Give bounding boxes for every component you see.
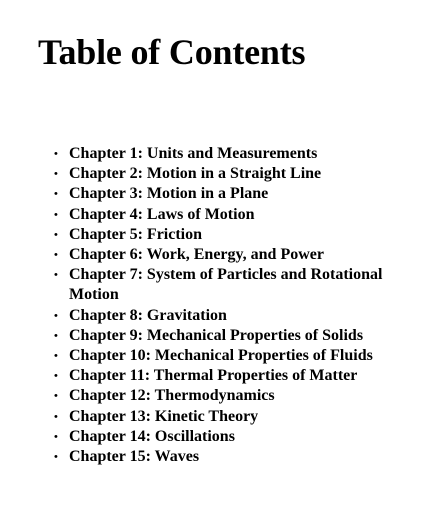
chapter-title: Chapter 2: Motion in a Straight Line bbox=[69, 165, 322, 183]
chapter-title: Chapter 1: Units and Measurements bbox=[69, 145, 318, 162]
bullet-icon: • bbox=[54, 309, 58, 322]
list-item bbox=[50, 407, 425, 427]
list-item bbox=[50, 265, 425, 305]
bullet-icon: • bbox=[54, 430, 58, 443]
list-item bbox=[50, 306, 425, 326]
bullet-icon: • bbox=[54, 410, 58, 423]
page-title: Table of Contents bbox=[38, 32, 306, 72]
bullet-icon: • bbox=[54, 249, 58, 262]
list-item bbox=[50, 346, 425, 366]
chapter-title: Chapter 5: Friction bbox=[69, 225, 203, 243]
bullet-icon: • bbox=[54, 269, 58, 282]
table-of-contents-list bbox=[50, 144, 425, 467]
list-item bbox=[50, 326, 425, 346]
bullet-icon: • bbox=[54, 451, 58, 464]
chapter-title: Chapter 3: Motion in a Plane bbox=[69, 185, 269, 203]
list-item bbox=[50, 205, 425, 225]
list-item bbox=[50, 164, 425, 184]
bullet-icon: • bbox=[54, 329, 58, 342]
list-item bbox=[50, 366, 425, 386]
bullet-icon: • bbox=[54, 168, 58, 181]
list-item bbox=[50, 184, 425, 204]
chapter-title: Chapter 11: Thermal Properties of Matter bbox=[69, 367, 358, 385]
bullet-icon: • bbox=[54, 208, 58, 221]
chapter-title: Chapter 8: Gravitation bbox=[69, 306, 227, 324]
list-item bbox=[50, 144, 425, 164]
chapter-title: Chapter 14: Oscillations bbox=[69, 427, 235, 445]
bullet-icon: • bbox=[54, 148, 58, 160]
chapter-title: Chapter 7: System of Particles and Rotational Motion bbox=[69, 266, 383, 304]
bullet-icon: • bbox=[54, 188, 58, 201]
list-item bbox=[50, 386, 425, 406]
bullet-icon: • bbox=[54, 350, 58, 363]
chapter-title: Chapter 15: Waves bbox=[69, 448, 200, 466]
chapter-title: Chapter 12: Thermodynamics bbox=[69, 387, 275, 405]
chapter-title: Chapter 6: Work, Energy, and Power bbox=[69, 246, 324, 264]
list-item bbox=[50, 447, 425, 467]
chapter-title: Chapter 4: Laws of Motion bbox=[69, 205, 255, 223]
bullet-icon: • bbox=[54, 370, 58, 383]
chapter-title: Chapter 10: Mechanical Properties of Fluids bbox=[69, 347, 373, 365]
bullet-icon: • bbox=[54, 390, 58, 403]
bullet-icon: • bbox=[54, 228, 58, 241]
list-item bbox=[50, 225, 425, 245]
chapter-title: Chapter 9: Mechanical Properties of Solids bbox=[69, 326, 364, 344]
chapter-title: Chapter 13: Kinetic Theory bbox=[69, 407, 259, 425]
list-item bbox=[50, 427, 425, 447]
list-item bbox=[50, 245, 425, 265]
